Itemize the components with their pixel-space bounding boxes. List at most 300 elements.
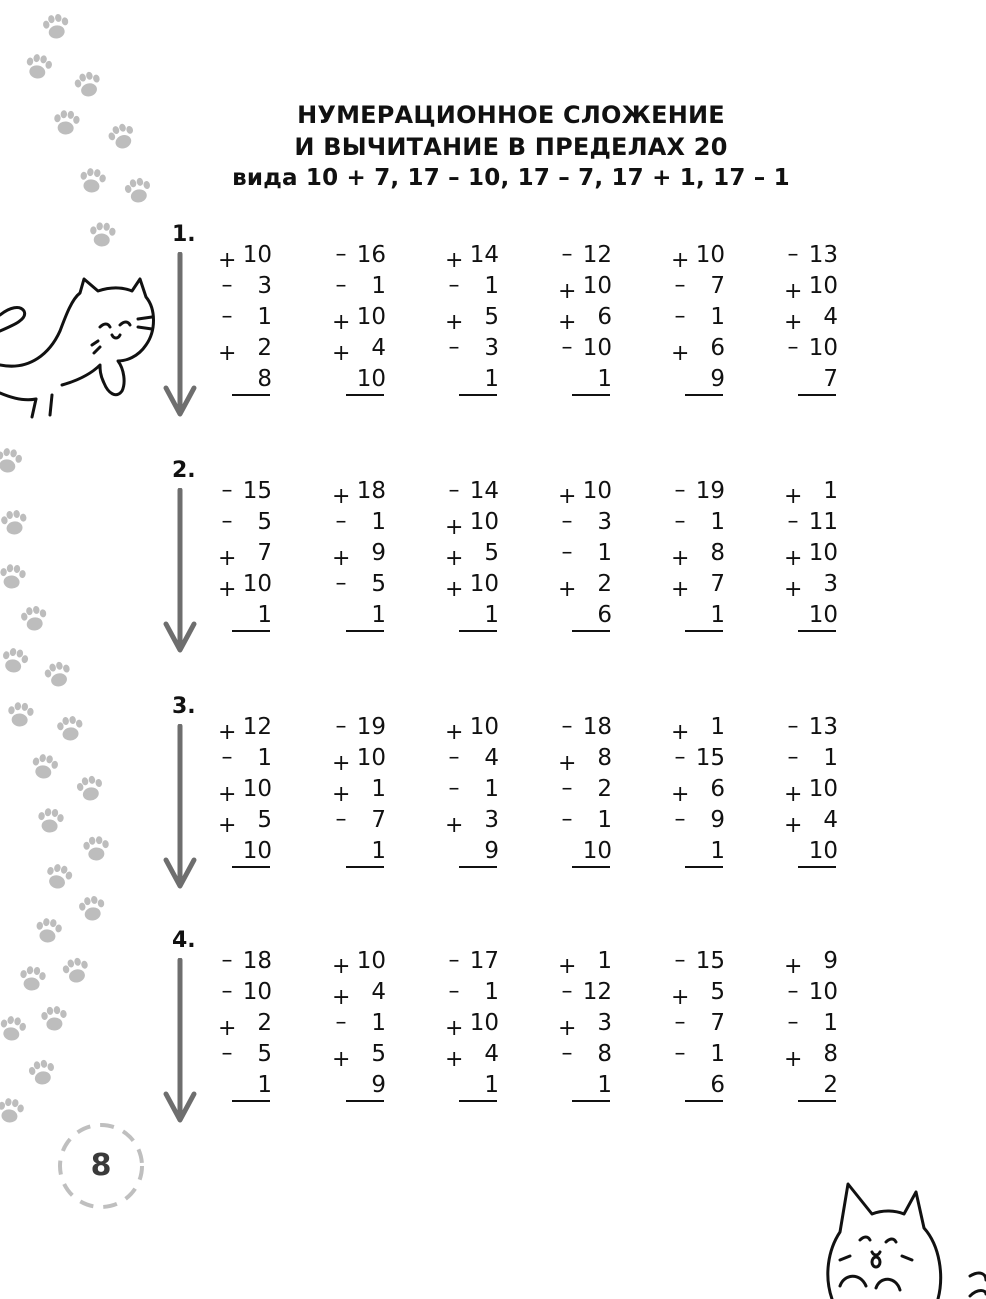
- step-number: 15: [695, 948, 725, 974]
- chain-result-row: [782, 1070, 842, 1101]
- chain-step-row: [330, 569, 390, 600]
- chain-step-row: [443, 1008, 503, 1039]
- chain-result-row: [669, 364, 729, 395]
- step-number: 4: [823, 304, 838, 330]
- result-number: 1: [257, 1072, 272, 1098]
- result-underline: [798, 630, 836, 632]
- calculation-chain: [556, 458, 616, 628]
- calculation-chain: [216, 458, 276, 628]
- plus-sign: +: [218, 720, 237, 745]
- paw-print-icon: [43, 660, 74, 690]
- step-number: 12: [582, 979, 612, 1005]
- result-underline: [232, 866, 270, 868]
- chain-step-row: [556, 240, 616, 271]
- step-number: 5: [257, 509, 272, 535]
- chain-step-row: [330, 476, 390, 507]
- step-number: 8: [710, 540, 725, 566]
- step-number: 7: [710, 273, 725, 299]
- minus-sign: –: [448, 745, 460, 770]
- page-number: 8: [90, 1148, 112, 1183]
- minus-sign: –: [787, 745, 799, 770]
- result-number: 1: [710, 602, 725, 628]
- result-number: 1: [710, 838, 725, 864]
- paw-print-icon: [61, 956, 91, 985]
- chain-result-row: [216, 836, 276, 867]
- calculation-chain: [556, 928, 616, 1098]
- chain-step-row: [782, 507, 842, 538]
- plus-sign: +: [332, 1047, 351, 1072]
- calculation-chain: [330, 694, 390, 864]
- chain-step-row: [669, 302, 729, 333]
- chain-step-row: [443, 569, 503, 600]
- chain-step-row: [556, 1039, 616, 1070]
- step-number: 2: [597, 776, 612, 802]
- chain-step-row: [443, 712, 503, 743]
- result-number: 1: [484, 366, 499, 392]
- result-underline: [798, 394, 836, 396]
- plus-sign: +: [671, 546, 690, 571]
- chain-step-row: [443, 240, 503, 271]
- plus-sign: +: [332, 484, 351, 509]
- step-number: 9: [823, 948, 838, 974]
- result-number: 10: [582, 838, 612, 864]
- paw-print-icon: [0, 509, 28, 536]
- chain-step-row: [216, 743, 276, 774]
- chain-step-row: [556, 569, 616, 600]
- result-number: 9: [710, 366, 725, 392]
- step-number: 3: [597, 509, 612, 535]
- result-number: 1: [484, 1072, 499, 1098]
- minus-sign: –: [787, 242, 799, 267]
- chain-step-row: [216, 333, 276, 364]
- paw-print-icon: [30, 753, 59, 781]
- calculation-chain: [443, 458, 503, 628]
- chain-step-row: [443, 302, 503, 333]
- chain-result-row: [782, 836, 842, 867]
- plus-sign: +: [784, 1047, 803, 1072]
- calculation-chain: [443, 222, 503, 392]
- plus-sign: +: [784, 279, 803, 304]
- step-number: 1: [823, 745, 838, 771]
- chain-step-row: [782, 805, 842, 836]
- step-number: 5: [257, 1041, 272, 1067]
- chain-step-row: [216, 507, 276, 538]
- result-underline: [798, 1100, 836, 1102]
- chain-step-row: [669, 946, 729, 977]
- minus-sign: –: [674, 478, 686, 503]
- step-number: 1: [597, 948, 612, 974]
- paw-print-icon: [40, 1005, 68, 1032]
- chain-step-row: [782, 271, 842, 302]
- worksheet-title-line1: НУМЕРАЦИОННОЕ СЛОЖЕНИЕ: [297, 101, 725, 129]
- result-number: 10: [356, 366, 386, 392]
- plus-sign: +: [558, 310, 577, 335]
- step-number: 1: [710, 714, 725, 740]
- chain-result-row: [330, 1070, 390, 1101]
- chain-step-row: [556, 805, 616, 836]
- step-number: 1: [371, 776, 386, 802]
- chain-step-row: [330, 271, 390, 302]
- chain-step-row: [216, 946, 276, 977]
- minus-sign: –: [221, 304, 233, 329]
- paw-print-icon: [20, 604, 49, 632]
- step-number: 7: [710, 1010, 725, 1036]
- step-number: 16: [356, 242, 386, 268]
- chain-step-row: [330, 977, 390, 1008]
- plus-sign: +: [445, 1047, 464, 1072]
- chain-step-row: [556, 977, 616, 1008]
- section-number: 3.: [172, 694, 196, 719]
- chain-step-row: [669, 271, 729, 302]
- step-number: 6: [710, 335, 725, 361]
- step-number: 4: [371, 979, 386, 1005]
- chain-step-row: [669, 333, 729, 364]
- minus-sign: –: [674, 509, 686, 534]
- chain-step-row: [669, 507, 729, 538]
- plus-sign: +: [332, 782, 351, 807]
- minus-sign: –: [221, 979, 233, 1004]
- paw-print-icon: [89, 222, 116, 248]
- chain-step-row: [330, 240, 390, 271]
- paw-print-icon: [0, 447, 23, 475]
- step-number: 1: [710, 304, 725, 330]
- step-number: 9: [371, 540, 386, 566]
- plus-sign: +: [332, 546, 351, 571]
- result-underline: [572, 630, 610, 632]
- step-number: 1: [257, 304, 272, 330]
- peeking-cat-illustration: [820, 1176, 986, 1299]
- chain-step-row: [443, 1039, 503, 1070]
- step-number: 10: [242, 242, 272, 268]
- step-number: 5: [710, 979, 725, 1005]
- chain-result-row: [216, 600, 276, 631]
- result-number: 1: [597, 366, 612, 392]
- down-arrow-icon: [160, 488, 200, 658]
- chain-step-row: [443, 977, 503, 1008]
- chain-step-row: [669, 240, 729, 271]
- plus-sign: +: [218, 577, 237, 602]
- chain-step-row: [782, 302, 842, 333]
- step-number: 19: [356, 714, 386, 740]
- step-number: 4: [371, 335, 386, 361]
- result-number: 9: [371, 1072, 386, 1098]
- plus-sign: +: [671, 985, 690, 1010]
- chain-step-row: [556, 712, 616, 743]
- plus-sign: +: [784, 954, 803, 979]
- minus-sign: –: [221, 1041, 233, 1066]
- plus-sign: +: [784, 546, 803, 571]
- chain-step-row: [669, 712, 729, 743]
- result-underline: [232, 1100, 270, 1102]
- chain-step-row: [556, 538, 616, 569]
- down-arrow-icon: [160, 958, 200, 1128]
- paw-print-icon: [19, 965, 47, 992]
- plus-sign: +: [784, 484, 803, 509]
- step-number: 18: [582, 714, 612, 740]
- paw-print-icon: [24, 53, 53, 81]
- chain-step-row: [330, 805, 390, 836]
- chain-step-row: [556, 271, 616, 302]
- minus-sign: –: [787, 509, 799, 534]
- chain-step-row: [443, 946, 503, 977]
- step-number: 7: [710, 571, 725, 597]
- result-number: 6: [710, 1072, 725, 1098]
- plus-sign: +: [558, 751, 577, 776]
- step-number: 7: [257, 540, 272, 566]
- result-underline: [572, 1100, 610, 1102]
- plus-sign: +: [332, 751, 351, 776]
- chain-result-row: [216, 364, 276, 395]
- chain-step-row: [556, 333, 616, 364]
- step-number: 8: [597, 1041, 612, 1067]
- minus-sign: –: [221, 509, 233, 534]
- result-number: 1: [597, 1072, 612, 1098]
- chain-step-row: [669, 977, 729, 1008]
- chain-step-row: [443, 743, 503, 774]
- paw-print-icon: [34, 917, 62, 944]
- step-number: 3: [257, 273, 272, 299]
- calculation-chain: [669, 694, 729, 864]
- minus-sign: –: [674, 1010, 686, 1035]
- minus-sign: –: [674, 807, 686, 832]
- step-number: 10: [808, 979, 838, 1005]
- minus-sign: –: [561, 979, 573, 1004]
- down-arrow-icon: [160, 724, 200, 894]
- minus-sign: –: [448, 948, 460, 973]
- plus-sign: +: [784, 782, 803, 807]
- chain-step-row: [443, 507, 503, 538]
- minus-sign: –: [448, 335, 460, 360]
- step-number: 14: [469, 478, 499, 504]
- result-underline: [459, 394, 497, 396]
- calculation-chain: [782, 928, 842, 1098]
- section-number: 2.: [172, 458, 196, 483]
- chain-step-row: [556, 774, 616, 805]
- paw-print-icon: [73, 70, 104, 100]
- paw-print-icon: [44, 862, 74, 891]
- chain-step-row: [216, 774, 276, 805]
- plus-sign: +: [332, 310, 351, 335]
- chain-result-row: [556, 836, 616, 867]
- paw-print-icon: [0, 1015, 27, 1043]
- step-number: 1: [823, 1010, 838, 1036]
- plus-sign: +: [784, 577, 803, 602]
- minus-sign: –: [674, 948, 686, 973]
- minus-sign: –: [787, 714, 799, 739]
- chain-step-row: [216, 240, 276, 271]
- calculation-chain: [330, 458, 390, 628]
- step-number: 4: [823, 807, 838, 833]
- step-number: 10: [582, 335, 612, 361]
- chain-step-row: [556, 743, 616, 774]
- paw-print-icon: [83, 835, 110, 861]
- chain-step-row: [669, 743, 729, 774]
- result-underline: [572, 866, 610, 868]
- chain-step-row: [443, 805, 503, 836]
- chain-result-row: [443, 1070, 503, 1101]
- walking-cat-illustration: [0, 275, 160, 425]
- result-number: 1: [371, 602, 386, 628]
- step-number: 10: [356, 745, 386, 771]
- chain-step-row: [669, 569, 729, 600]
- minus-sign: –: [561, 242, 573, 267]
- chain-result-row: [443, 836, 503, 867]
- calculation-chain: [216, 928, 276, 1098]
- result-underline: [459, 1100, 497, 1102]
- calculation-chain: [443, 694, 503, 864]
- result-number: 9: [484, 838, 499, 864]
- chain-step-row: [330, 946, 390, 977]
- chain-step-row: [216, 805, 276, 836]
- plus-sign: +: [445, 1016, 464, 1041]
- step-number: 6: [597, 304, 612, 330]
- down-arrow-icon: [160, 252, 200, 422]
- result-number: 7: [823, 366, 838, 392]
- chain-step-row: [216, 569, 276, 600]
- step-number: 8: [823, 1041, 838, 1067]
- chain-step-row: [556, 476, 616, 507]
- step-number: 5: [484, 304, 499, 330]
- calculation-chain: [669, 458, 729, 628]
- minus-sign: –: [561, 540, 573, 565]
- plus-sign: +: [218, 248, 237, 273]
- plus-sign: +: [784, 813, 803, 838]
- step-number: 10: [469, 509, 499, 535]
- chain-step-row: [216, 271, 276, 302]
- step-number: 1: [597, 807, 612, 833]
- chain-step-row: [556, 1008, 616, 1039]
- chain-result-row: [330, 836, 390, 867]
- result-number: 1: [257, 602, 272, 628]
- chain-step-row: [782, 743, 842, 774]
- step-number: 10: [808, 335, 838, 361]
- chain-step-row: [216, 476, 276, 507]
- chain-result-row: [216, 1070, 276, 1101]
- chain-result-row: [443, 600, 503, 631]
- result-underline: [685, 866, 723, 868]
- minus-sign: –: [787, 1010, 799, 1035]
- chain-step-row: [782, 538, 842, 569]
- chain-step-row: [216, 1039, 276, 1070]
- paw-print-icon: [0, 1097, 25, 1124]
- calculation-chain: [216, 694, 276, 864]
- plus-sign: +: [784, 310, 803, 335]
- paw-print-icon: [56, 715, 84, 742]
- step-number: 1: [484, 273, 499, 299]
- chain-step-row: [216, 712, 276, 743]
- chain-step-row: [216, 302, 276, 333]
- chain-result-row: [330, 364, 390, 395]
- step-number: 15: [242, 478, 272, 504]
- minus-sign: –: [335, 273, 347, 298]
- step-number: 1: [484, 979, 499, 1005]
- minus-sign: –: [335, 509, 347, 534]
- step-number: 1: [484, 776, 499, 802]
- paw-print-icon: [42, 12, 71, 40]
- step-number: 1: [371, 1010, 386, 1036]
- step-number: 3: [484, 335, 499, 361]
- result-number: 10: [808, 602, 838, 628]
- plus-sign: +: [558, 1016, 577, 1041]
- step-number: 15: [695, 745, 725, 771]
- minus-sign: –: [448, 776, 460, 801]
- minus-sign: –: [221, 948, 233, 973]
- result-underline: [685, 394, 723, 396]
- step-number: 6: [710, 776, 725, 802]
- paw-print-icon: [0, 563, 27, 590]
- minus-sign: –: [561, 776, 573, 801]
- plus-sign: +: [671, 577, 690, 602]
- plus-sign: +: [332, 985, 351, 1010]
- chain-result-row: [556, 1070, 616, 1101]
- step-number: 10: [808, 273, 838, 299]
- step-number: 13: [808, 242, 838, 268]
- chain-step-row: [782, 946, 842, 977]
- step-number: 10: [242, 776, 272, 802]
- step-number: 1: [710, 509, 725, 535]
- step-number: 3: [484, 807, 499, 833]
- paw-print-icon: [27, 1058, 57, 1087]
- plus-sign: +: [218, 1016, 237, 1041]
- paw-print-icon: [0, 646, 30, 675]
- plus-sign: +: [445, 720, 464, 745]
- result-underline: [572, 394, 610, 396]
- step-number: 3: [823, 571, 838, 597]
- paw-print-icon: [7, 701, 34, 727]
- chain-step-row: [443, 774, 503, 805]
- chain-step-row: [330, 538, 390, 569]
- step-number: 1: [371, 273, 386, 299]
- minus-sign: –: [787, 979, 799, 1004]
- chain-step-row: [782, 476, 842, 507]
- plus-sign: +: [445, 515, 464, 540]
- result-number: 6: [597, 602, 612, 628]
- plus-sign: +: [445, 546, 464, 571]
- chain-step-row: [556, 507, 616, 538]
- chain-step-row: [330, 743, 390, 774]
- calculation-chain: [556, 222, 616, 392]
- chain-step-row: [330, 333, 390, 364]
- calculation-chain: [443, 928, 503, 1098]
- chain-step-row: [330, 1008, 390, 1039]
- calculation-chain: [330, 928, 390, 1098]
- plus-sign: +: [671, 720, 690, 745]
- step-number: 10: [469, 1010, 499, 1036]
- chain-step-row: [669, 1039, 729, 1070]
- step-number: 17: [469, 948, 499, 974]
- plus-sign: +: [332, 954, 351, 979]
- chain-step-row: [216, 1008, 276, 1039]
- minus-sign: –: [674, 1041, 686, 1066]
- minus-sign: –: [221, 273, 233, 298]
- chain-step-row: [330, 774, 390, 805]
- step-number: 4: [484, 745, 499, 771]
- step-number: 5: [257, 807, 272, 833]
- step-number: 2: [597, 571, 612, 597]
- calculation-chain: [556, 694, 616, 864]
- minus-sign: –: [674, 273, 686, 298]
- step-number: 12: [242, 714, 272, 740]
- step-number: 1: [823, 478, 838, 504]
- plus-sign: +: [445, 248, 464, 273]
- step-number: 10: [469, 571, 499, 597]
- step-number: 10: [582, 273, 612, 299]
- plus-sign: +: [218, 782, 237, 807]
- chain-step-row: [556, 302, 616, 333]
- chain-result-row: [782, 364, 842, 395]
- plus-sign: +: [445, 813, 464, 838]
- chain-result-row: [556, 364, 616, 395]
